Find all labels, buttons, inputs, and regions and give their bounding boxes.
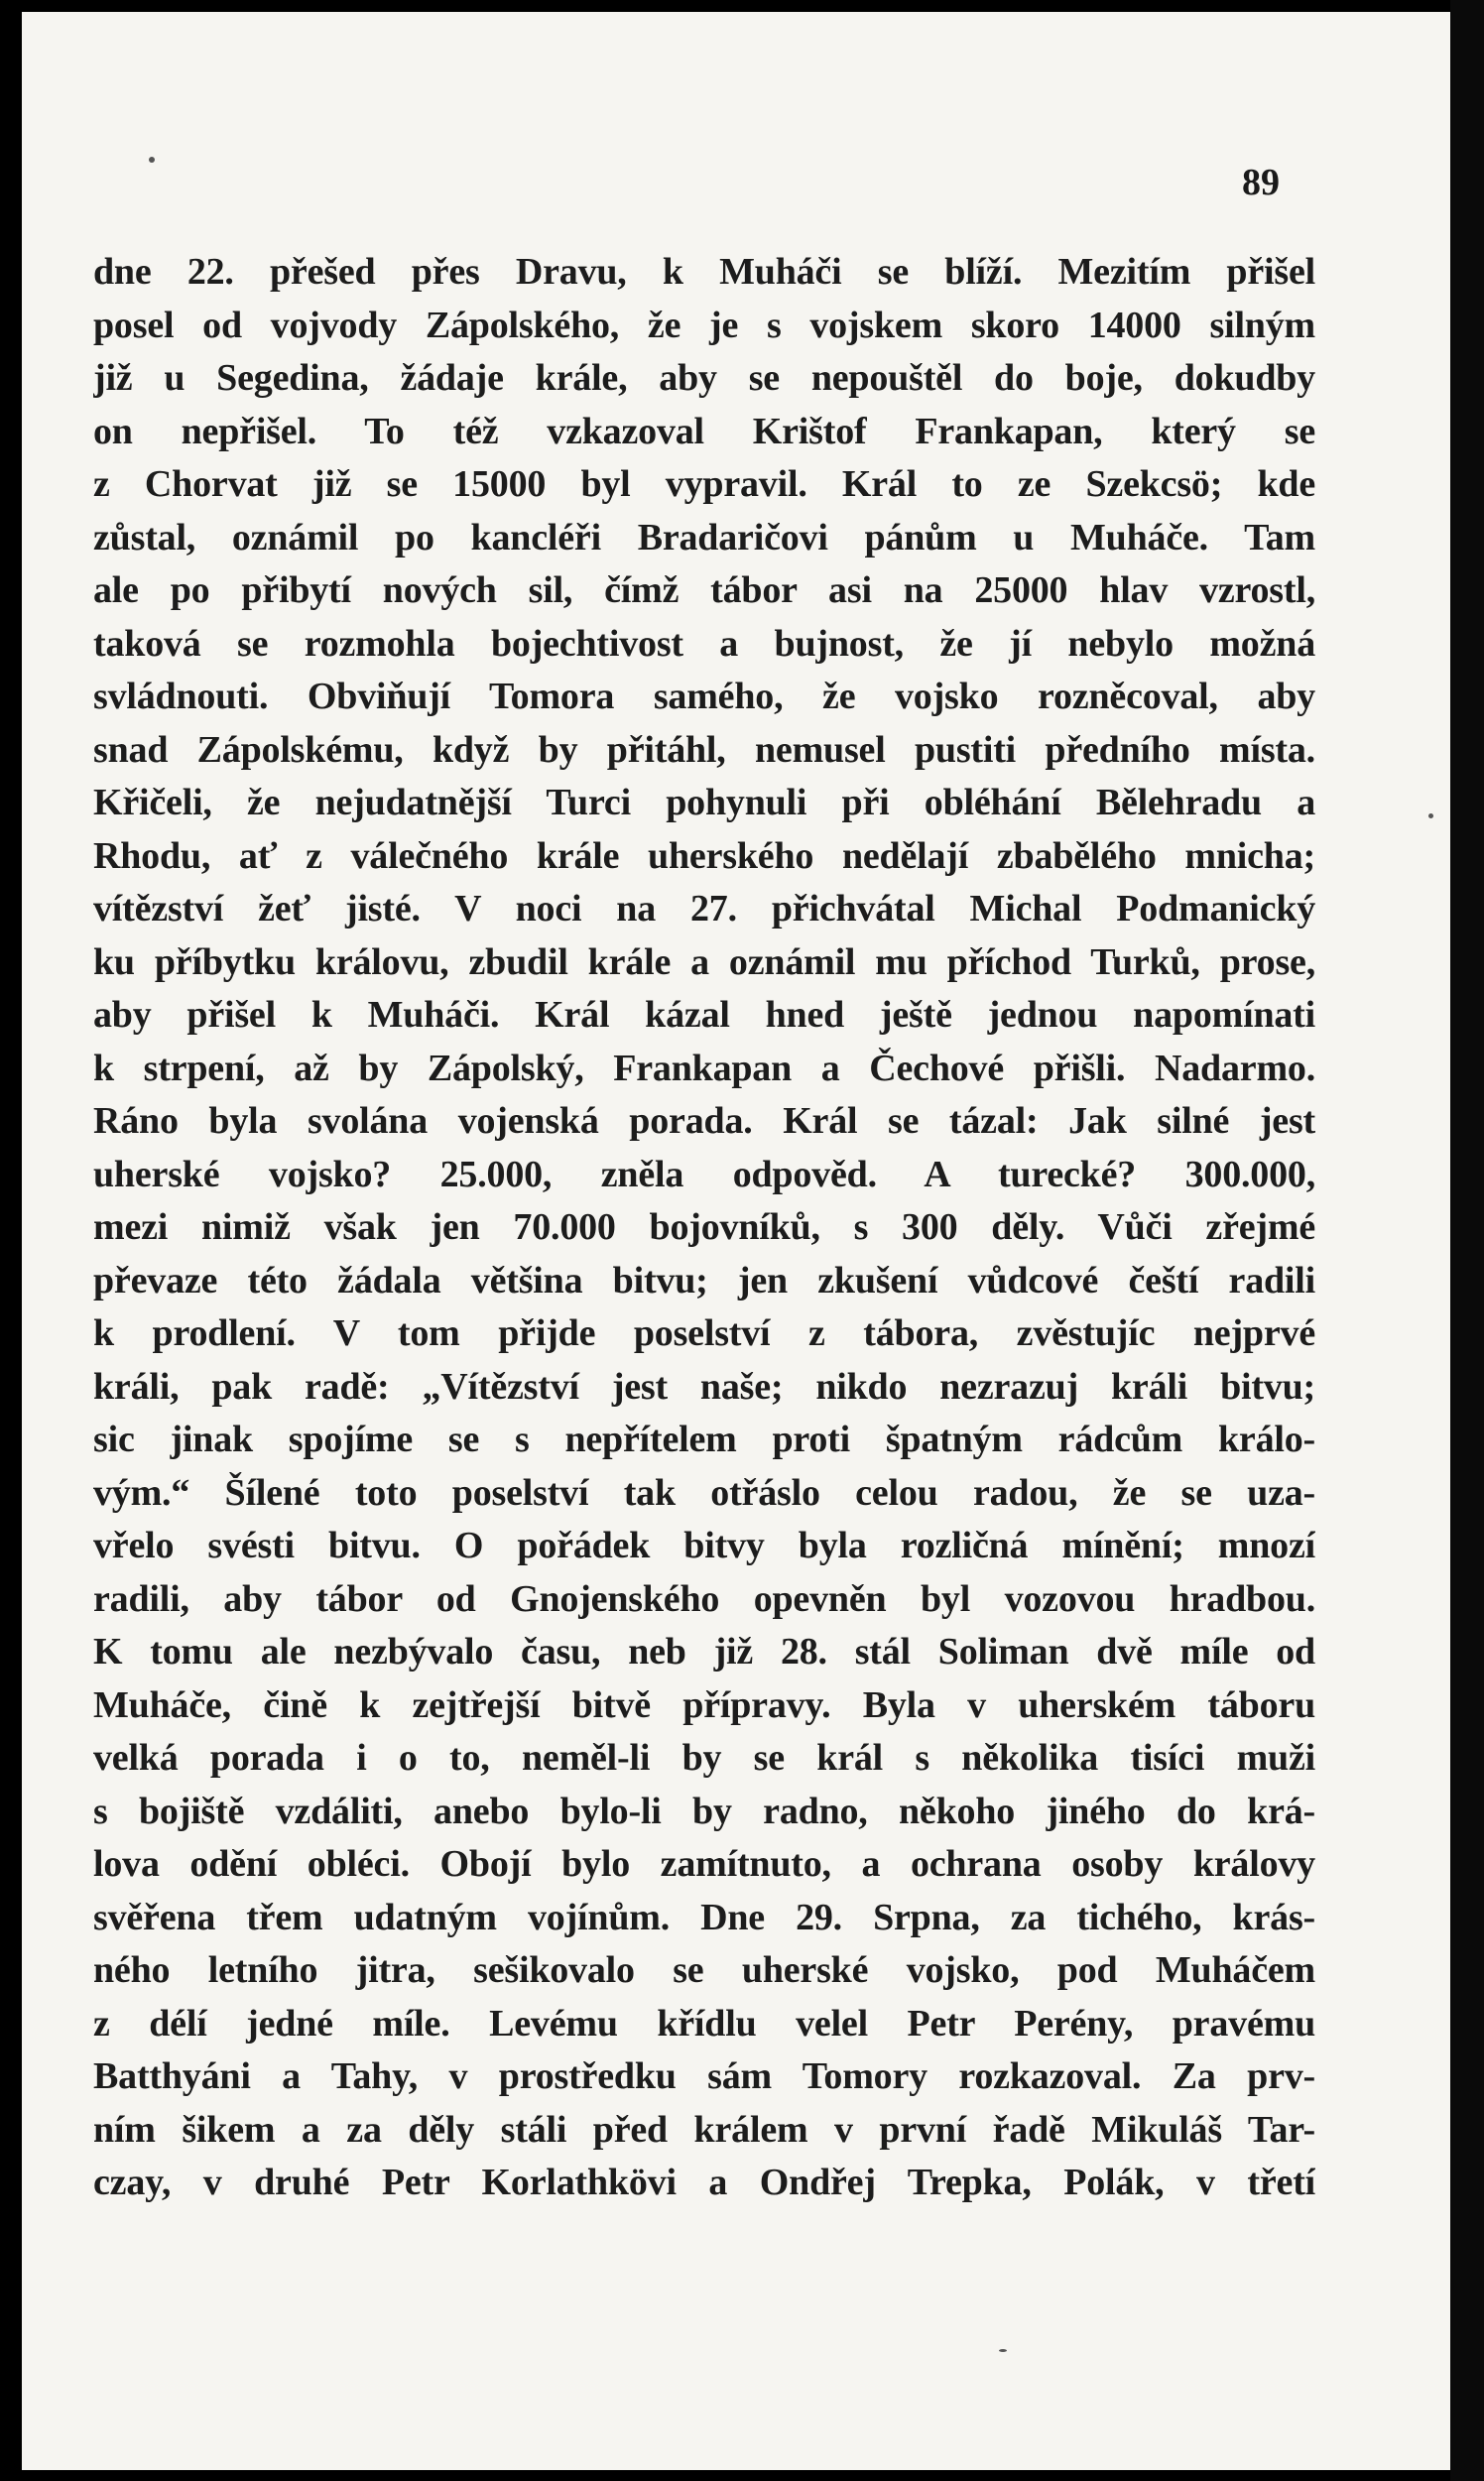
text-line: králi, pak radě: „Vítězství jest naše; nikdo nezrazuj králi bitvu; [93, 1365, 1315, 1408]
text-line: svěřena třem udatným vojínům. Dne 29. Srpna, za tichého, krás- [93, 1896, 1315, 1938]
page-number: 89 [1242, 162, 1280, 203]
text-line: posel od vojvody Zápolského, že je s vojskem skoro 14000 silným [93, 304, 1315, 346]
text-line: uherské vojsko? 25.000, zněla odpověd. A turecké? 300.000, [93, 1153, 1315, 1195]
text-line: ku příbytku královu, zbudil krále a oznámil mu příchod Turků, prose, [93, 940, 1315, 983]
text-line: velká porada i o to, neměl-li by se král s několika tisíci muži [93, 1737, 1315, 1779]
text-line: dne 22. přešed přes Dravu, k Muháči se blíží. Mezitím přišel [93, 251, 1315, 293]
text-line: ním šikem a za děly stáli před králem v první řadě Mikuláš Tar- [93, 2108, 1315, 2151]
text-line: k prodlení. V tom přijde poselství z tábora, zvěstujíc nejprvé [93, 1312, 1315, 1354]
text-line: czay, v druhé Petr Korlathkövi a Ondřej Trepka, Polák, v třetí [93, 2162, 1315, 2203]
text-line: radili, aby tábor od Gnojenského opevněn byl vozovou hradbou. [93, 1577, 1315, 1620]
text-line: K tomu ale nezbývalo času, neb již 28. stál Soliman dvě míle od [93, 1631, 1315, 1673]
text-line: aby přišel k Muháči. Král kázal hned ještě jednou napomínati [93, 994, 1315, 1036]
text-line: Křičeli, že nejudatnější Turci pohynuli při obléhání Bělehradu a [93, 782, 1315, 823]
text-line: již u Segedina, žádaje krále, aby se nepouštěl do boje, dokudby [93, 357, 1315, 399]
scan-edge [1450, 0, 1484, 2481]
text-line: svládnouti. Obviňují Tomora samého, že vojsko rozněcoval, aby [93, 676, 1315, 717]
text-line: Batthyáni a Tahy, v prostředku sám Tomory rozkazoval. Za prv- [93, 2055, 1315, 2097]
text-line: lova odění obléci. Obojí bylo zamítnuto, a ochrana osoby královy [93, 1843, 1315, 1885]
text-line: on nepřišel. To též vzkazoval Krištof Frankapan, který se [93, 410, 1315, 452]
text-line: vým.“ Šílené toto poselství tak otřáslo celou radou, že se uza- [93, 1471, 1315, 1514]
paper-speck [149, 157, 155, 163]
text-line: z Chorvat již se 15000 byl vypravil. Král to ze Szekcsö; kde [93, 463, 1315, 505]
text-line: vřelo svésti bitvu. O pořádek bitvy byla rozličná mínění; mnozí [93, 1525, 1315, 1566]
text-line: Rhodu, ať z válečného krále uherského nedělají zbabělého mnicha; [93, 834, 1315, 877]
text-line: sic jinak spojíme se s nepřítelem proti špatným rádcům králo- [93, 1419, 1315, 1460]
text-line: ného letního jitra, sešikovalo se uherské vojsko, pod Muháčem [93, 1949, 1315, 1991]
body-text [93, 246, 1315, 2210]
text-line: mezi nimiž však jen 70.000 bojovníků, s 300 děly. Vůči zřejmé [93, 1206, 1315, 1248]
text-line: převaze této žádala většina bitvu; jen zkušení vůdcové čeští radili [93, 1259, 1315, 1302]
text-line: zůstal, oznámil po kancléři Bradaričovi pánům u Muháče. Tam [93, 516, 1315, 558]
text-line: taková se rozmohla bojechtivost a bujnost, že jí nebylo možná [93, 622, 1315, 665]
text-line: ale po přibytí nových sil, čímž tábor asi na 25000 hlav vzrostl, [93, 569, 1315, 611]
paper-speck [999, 2349, 1007, 2352]
text-line: vítězství žeť jisté. V noci na 27. přichvátal Michal Podmanický [93, 888, 1315, 930]
text-line: s bojiště vzdáliti, anebo bylo-li by radno, někoho jiného do krá- [93, 1790, 1315, 1832]
text-line: k strpení, až by Zápolský, Frankapan a Čechové přišli. Nadarmo. [93, 1047, 1315, 1089]
text-line: snad Zápolskému, když by přitáhl, nemusel pustiti předního místa. [93, 728, 1315, 771]
text-line: Ráno byla svolána vojenská porada. Král se tázal: Jak silné jest [93, 1100, 1315, 1142]
text-line: Muháče, čině k zejtřejší bitvě přípravy. Byla v uherském táboru [93, 1683, 1315, 1726]
paper-speck [1428, 813, 1433, 818]
book-page [22, 12, 1450, 2470]
text-line: z délí jedné míle. Levému křídlu velel Petr Perény, pravému [93, 2002, 1315, 2045]
